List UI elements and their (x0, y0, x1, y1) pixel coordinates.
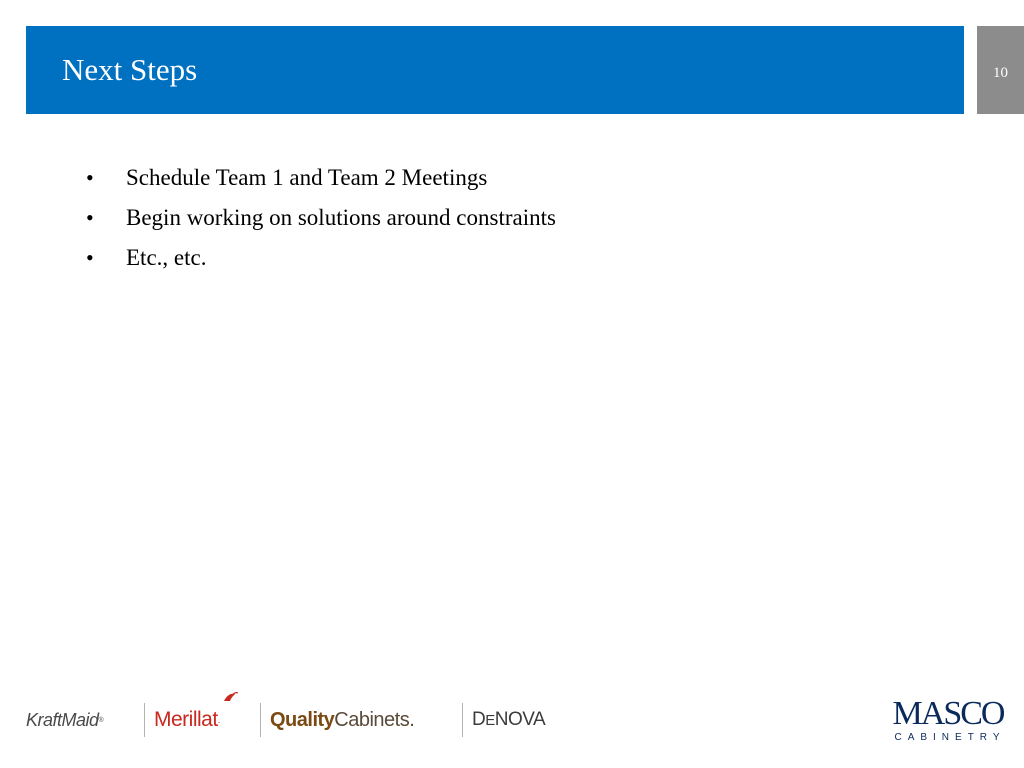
title-bar (26, 26, 964, 114)
bullet-item (86, 240, 556, 280)
quality-wordmark: Quality (270, 708, 335, 731)
bullet-marker: • (86, 245, 94, 270)
bullet-item (86, 200, 556, 240)
logo-divider (260, 703, 261, 737)
denova-logo (472, 697, 572, 743)
logo-divider (144, 703, 145, 737)
merillat-bird-icon (222, 691, 240, 705)
bullet-marker: • (86, 165, 94, 190)
bullet-text: Etc., etc. (126, 245, 207, 270)
kraftmaid-wordmark: KraftMaid (26, 709, 99, 730)
bullet-text: Begin working on solutions around constraints (126, 205, 556, 230)
merillat-dot: . (217, 715, 220, 725)
bullet-list (86, 160, 556, 280)
registered-mark: ® (98, 716, 104, 724)
kraftmaid-logo (26, 697, 138, 743)
bullet-item (86, 160, 556, 200)
denova-d: D (472, 709, 486, 730)
page-number: 10 (993, 65, 1008, 81)
denova-e: E (485, 711, 495, 729)
logo-divider (462, 703, 463, 737)
masco-cabinetry-logo (888, 697, 1008, 745)
bullet-marker: • (86, 205, 94, 230)
cabinets-wordmark: Cabinets (334, 708, 410, 731)
cabinetry-wordmark: CABINETRY (894, 732, 1006, 743)
merillat-logo (154, 697, 254, 743)
quality-dot: . (409, 708, 415, 731)
merillat-wordmark: Merillat (154, 708, 218, 731)
denova-rest: NOVA (494, 709, 546, 730)
bullet-text: Schedule Team 1 and Team 2 Meetings (126, 165, 488, 190)
qualitycabinets-logo (270, 697, 460, 743)
masco-wordmark: MASCO (892, 695, 1004, 732)
slide-title: Next Steps (62, 52, 198, 87)
page-number-box (977, 26, 1024, 114)
brand-logos (26, 697, 586, 743)
